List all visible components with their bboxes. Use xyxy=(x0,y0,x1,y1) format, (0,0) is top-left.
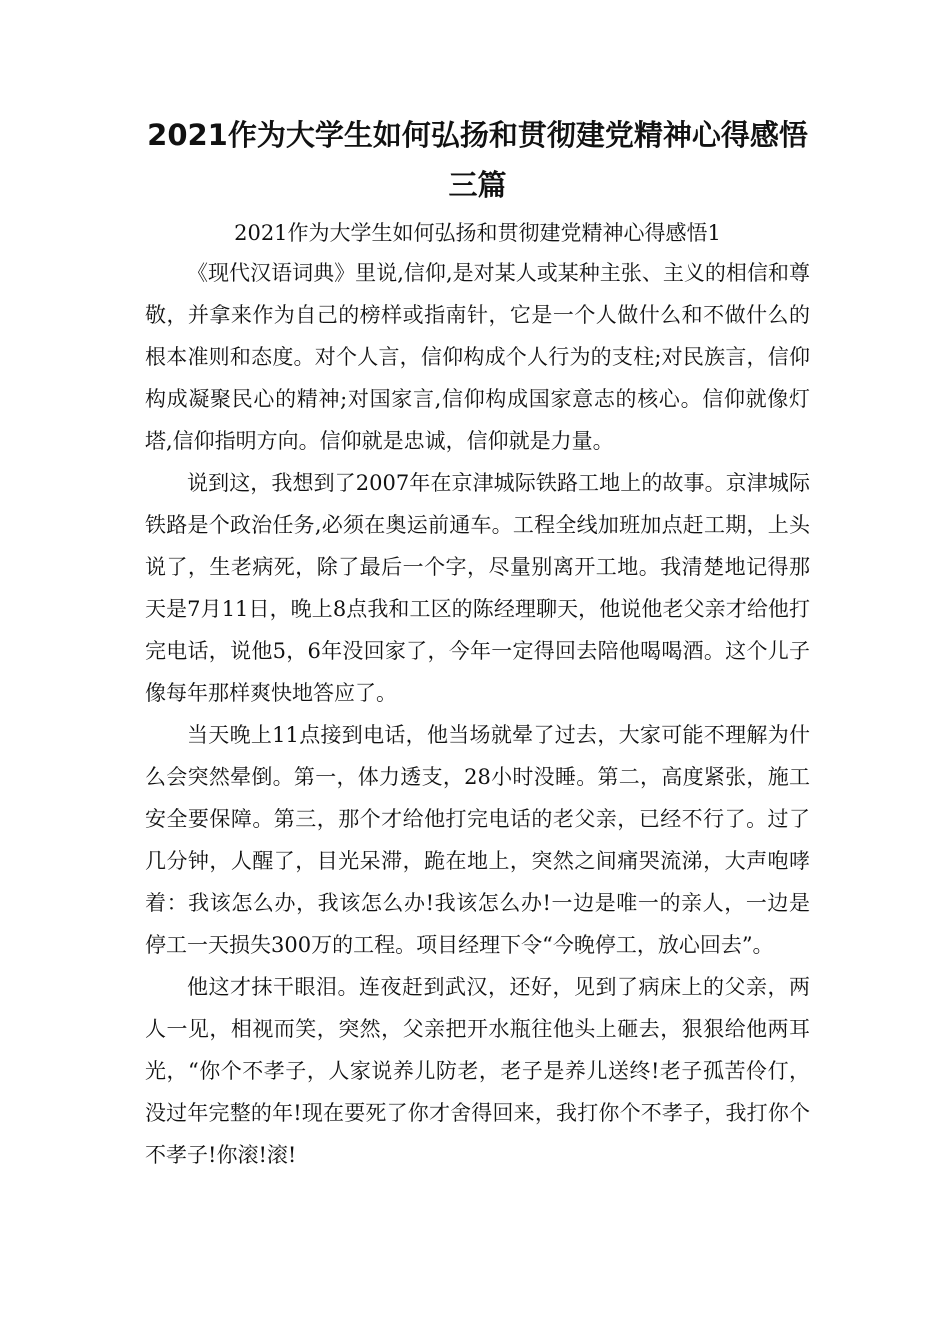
paragraph-1: 《现代汉语词典》里说,信仰,是对某人或某种主张、主义的相信和尊敬，并拿来作为自己的榜样或指南针，它是一个人做什么和不做什么的根本准则和态度。对个人言，信仰构成个人行为的支柱;对民族言，信仰构成凝聚民心的精神;对国家言,信仰构成国家意志的核心。信仰就像灯塔,信仰指明方向。信仰就是忠诚，信仰就是力量。 xyxy=(145,261,810,453)
paragraph-4: 他这才抹干眼泪。连夜赶到武汉，还好，见到了病床上的父亲，两人一见，相视而笑，突然，父亲把开水瓶往他头上砸去，狠狠给他两耳光，“你个不孝子，人家说养儿防老，老子是养儿送终!老子孤苦伶仃，没过年完整的年!现在要死了你才舍得回来，我打你个不孝子，我打你个不孝子!你滚!滚! xyxy=(145,975,810,1167)
document-page xyxy=(145,110,810,1176)
section-heading: 2021作为大学生如何弘扬和贯彻建党精神心得感悟1 xyxy=(234,221,721,245)
document-title: 2021作为大学生如何弘扬和贯彻建党精神心得感悟三篇 xyxy=(147,118,808,202)
paragraph-2: 说到这，我想到了2007年在京津城际铁路工地上的故事。京津城际铁路是个政治任务,必须在奥运前通车。工程全线加班加点赶工期，上头说了，生老病死，除了最后一个字，尽量别离开工地。我清楚地记得那天是7月11日，晚上8点我和工区的陈经理聊天，他说他老父亲才给他打完电话，说他5，6年没回家了，今年一定得回去陪他喝喝酒。这个儿子像每年那样爽快地答应了。 xyxy=(145,471,810,705)
paragraph-3: 当天晚上11点接到电话，他当场就晕了过去，大家可能不理解为什么会突然晕倒。第一，体力透支，28小时没睡。第二，高度紧张，施工安全要保障。第三，那个才给他打完电话的老父亲，已经不行了。过了几分钟，人醒了，目光呆滞，跪在地上，突然之间痛哭流涕，大声咆哮着：我该怎么办，我该怎么办!我该怎么办!一边是唯一的亲人，一边是停工一天损失300万的工程。项目经理下令“今晚停工，放心回去”。 xyxy=(145,723,810,957)
